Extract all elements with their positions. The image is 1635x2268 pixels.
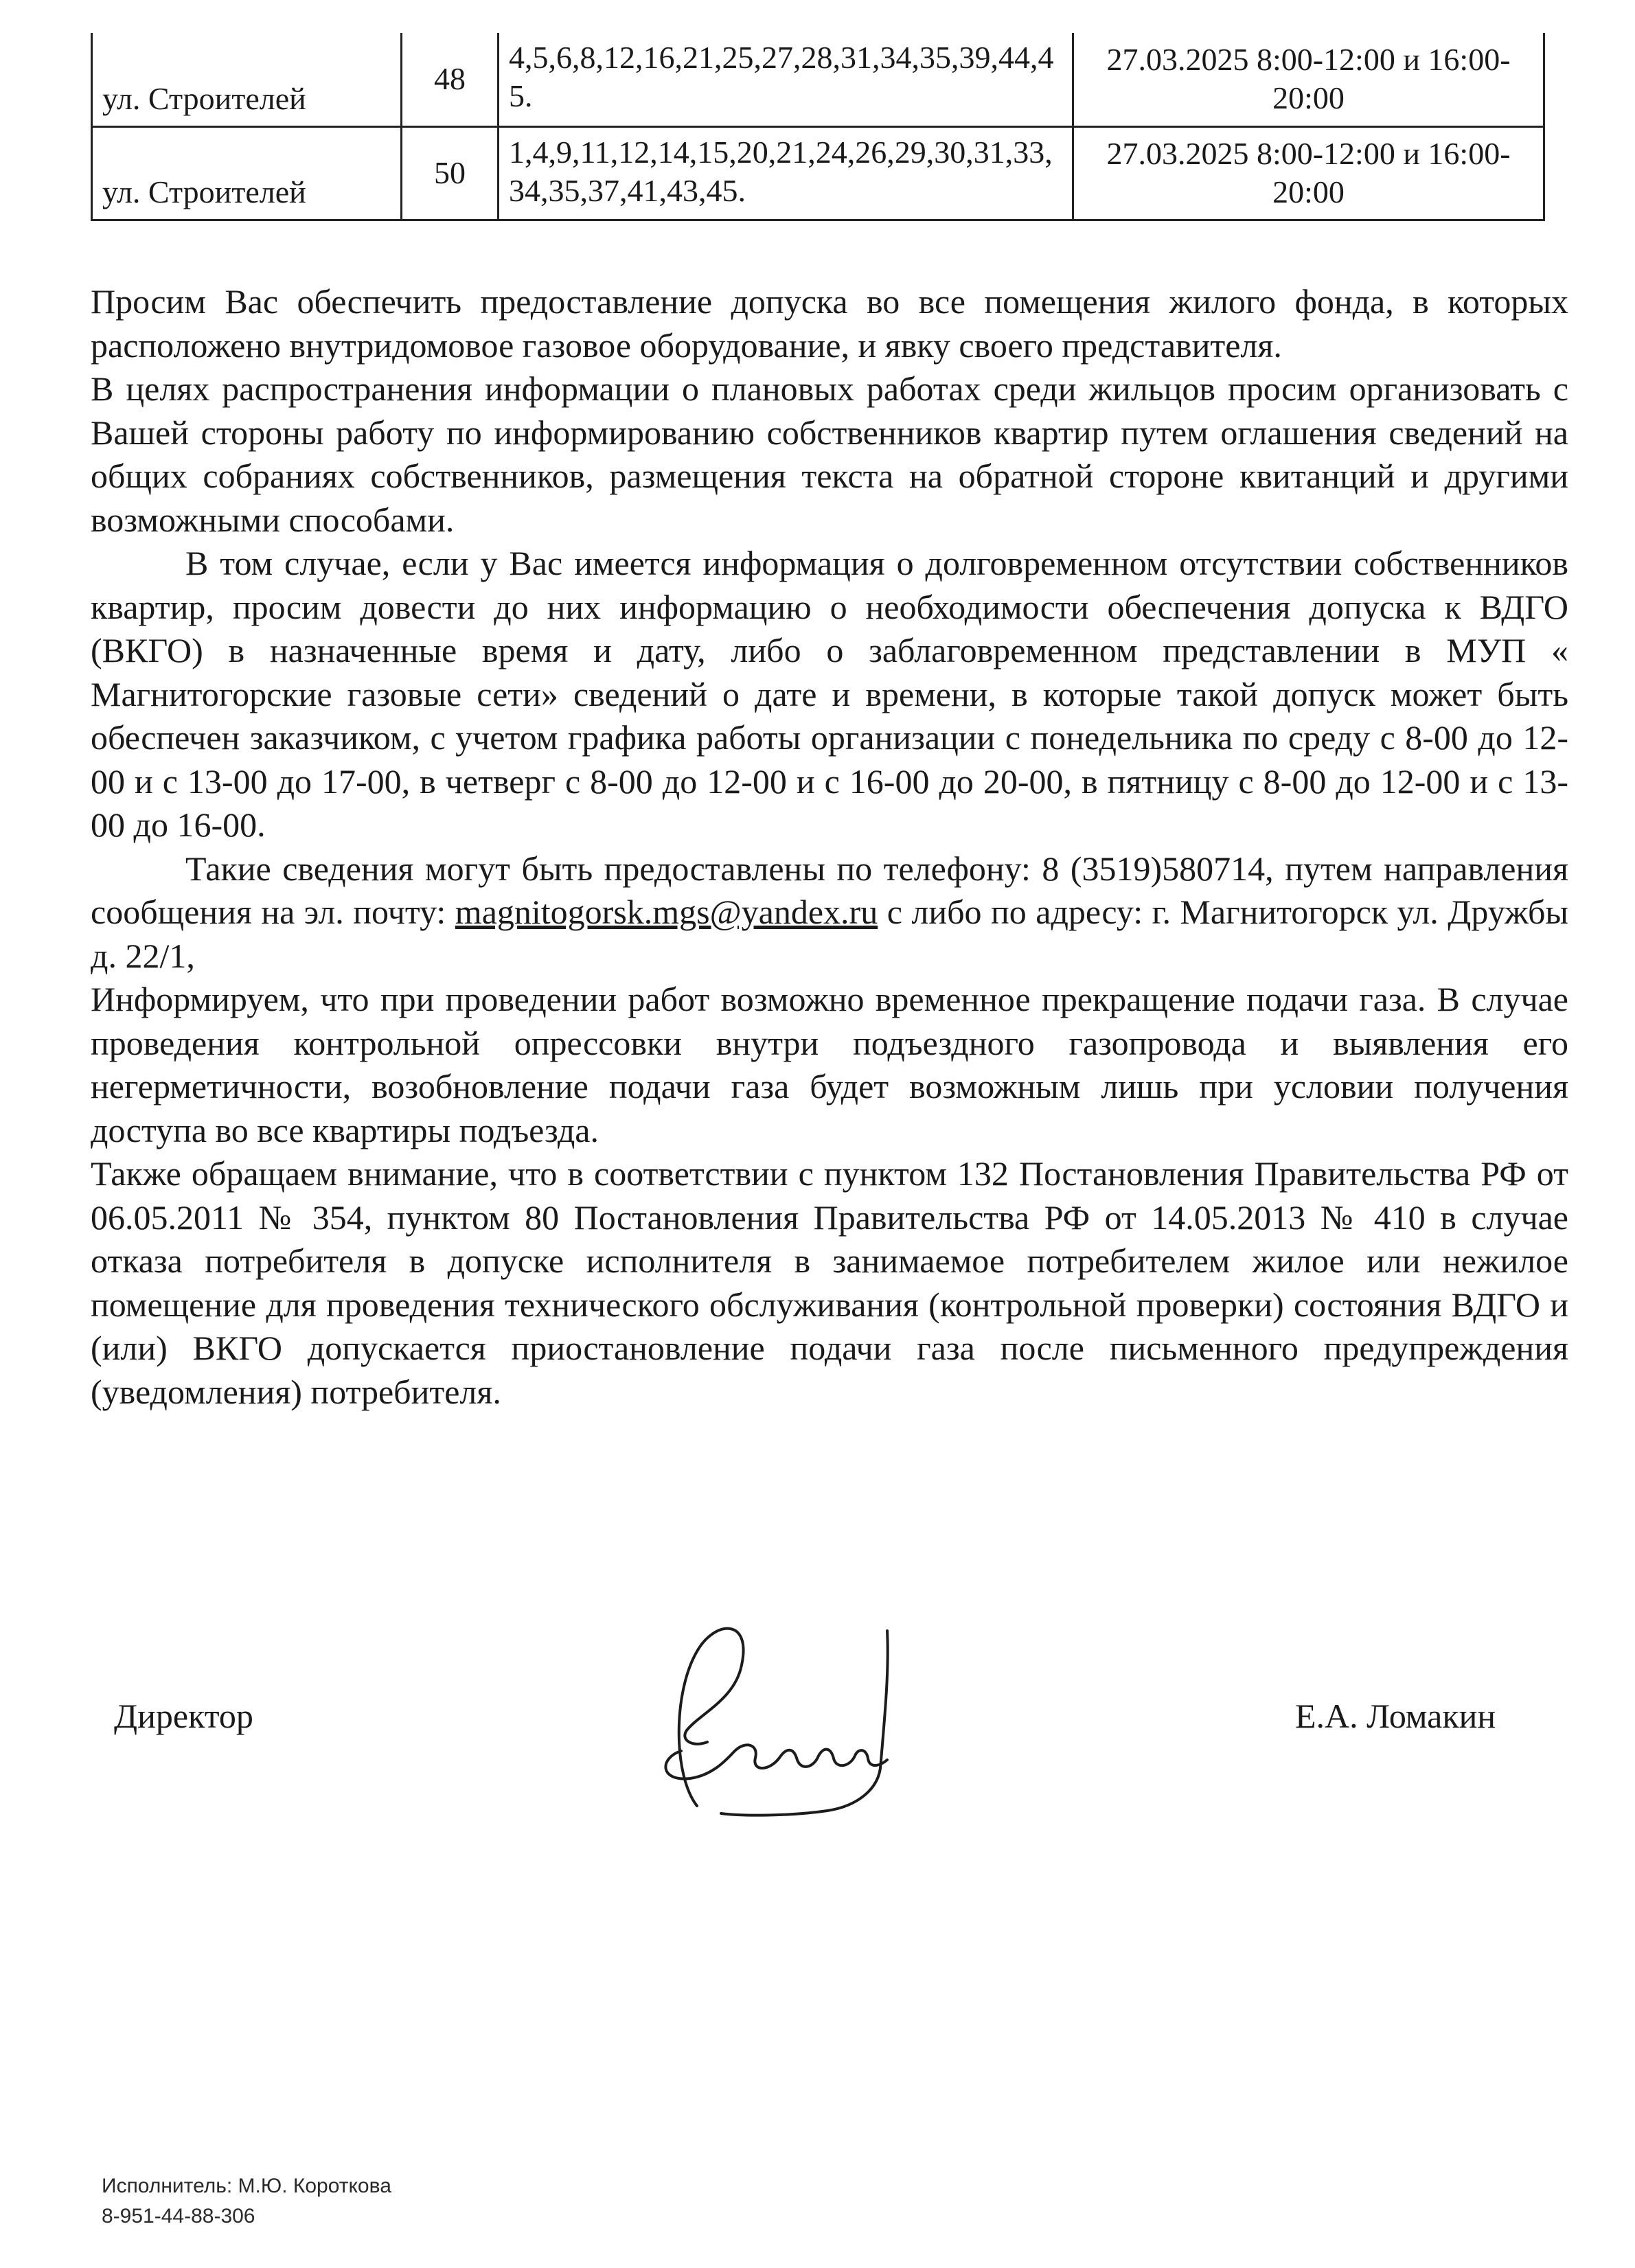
legal-notice-paragraph: Также обращаем внимание, что в соответствии с пунктом 132 Постановления Правительства РФ от 06.05.2011 № 354, пунктом 80 Постановления Правительства РФ от 14.05.2013 № 410 в случае отказа потребителя в допуске исполнителя в занимаемое потребителем жилое или нежилое помещение для проведения технического обслуживания (контрольной проверки) состояния ВДГО и (или) ВКГО допускается приостановление подачи газа после письменного предупреждения (уведомления) потребителя. <box>91 1154 1568 1411</box>
signatory-name: Е.А. Ломакин <box>1295 1697 1496 1735</box>
email-link[interactable]: magnitogorsk.mgs@yandex.ru <box>455 893 878 931</box>
apartments-cell: 1,4,9,11,12,14,15,20,21,24,26,29,30,31,33,34,35,37,41,43,45. <box>499 126 1073 220</box>
house-number-cell: 50 <box>402 126 499 220</box>
signatory-role: Директор <box>114 1697 253 1735</box>
apartments-cell: 4,5,6,8,12,16,21,25,27,28,31,34,35,39,44,45. <box>499 33 1073 126</box>
executor-block <box>102 2171 391 2232</box>
absent-owners-paragraph: В том случае, если у Вас имеется информация о долговременном отсутствии собственников квартир, просим довести до них информацию о необходимости обеспечения допуска к ВДГО (ВКГО) в назначенные время и дату, либо о заблаговременном представлении в МУП « Магнитогорские газовые сети» сведений о дате и времени, в которые такой допуск может быть обеспечен заказчиком, с учетом графика работы организации с понедельника по среду с 8-00 до 12-00 и с 13-00 до 17-00, в четверг с 8-00 до 12-00 и с 16-00 до 20-00, в пятницу с 8-00 до 12-00 и с 13-00 до 16-00. <box>91 544 1568 844</box>
date-time-cell: 27.03.2025 8:00-12:00 и 16:00-20:00 <box>1073 33 1544 126</box>
table-row <box>92 33 1544 126</box>
access-request-paragraph: Просим Вас обеспечить предоставление допуска во все помещения жилого фонда, в которых расположено внутридомовое газовое оборудование, и явку своего представителя. <box>91 282 1568 365</box>
street-cell: ул. Строителей <box>92 126 402 220</box>
contacts-text: Такие сведения могут быть предоставлены по телефону: 8 (3519)580714, путем направления сообщения на эл. почту: <box>91 849 1568 931</box>
house-number-cell: 48 <box>402 33 499 126</box>
inform-residents-paragraph: В целях распространения информации о плановых работах среди жильцов просим организовать с Вашей стороны работу по информированию собственников квартир путем оглашения сведений на общих собраниях собственников, размещения текста на обратной стороне квитанций и другими возможными способами. <box>91 369 1568 539</box>
executor-phone: 8-951-44-88-306 <box>102 2205 255 2227</box>
executor-name: Исполнитель: М.Ю. Короткова <box>102 2175 391 2197</box>
contacts-paragraph <box>91 847 1568 978</box>
gas-interruption-paragraph: Информируем, что при проведении работ возможно временное прекращение подачи газа. В случае проведения контрольной опрессовки внутри подъездного газопровода и выявления его негерметичности, возобновление подачи газа будет возможным лишь при условии получения доступа во все квартиры подъезда. <box>91 980 1568 1149</box>
handwritten-signature <box>632 1610 934 1844</box>
address-text: с либо по адресу: г. Магнитогорск ул. Дружбы д. 22/1, <box>91 893 1568 975</box>
letter-body <box>91 280 1568 1414</box>
schedule-table <box>91 33 1545 221</box>
table-row <box>92 126 1544 220</box>
street-cell: ул. Строителей <box>92 33 402 126</box>
date-time-cell: 27.03.2025 8:00-12:00 и 16:00-20:00 <box>1073 126 1544 220</box>
